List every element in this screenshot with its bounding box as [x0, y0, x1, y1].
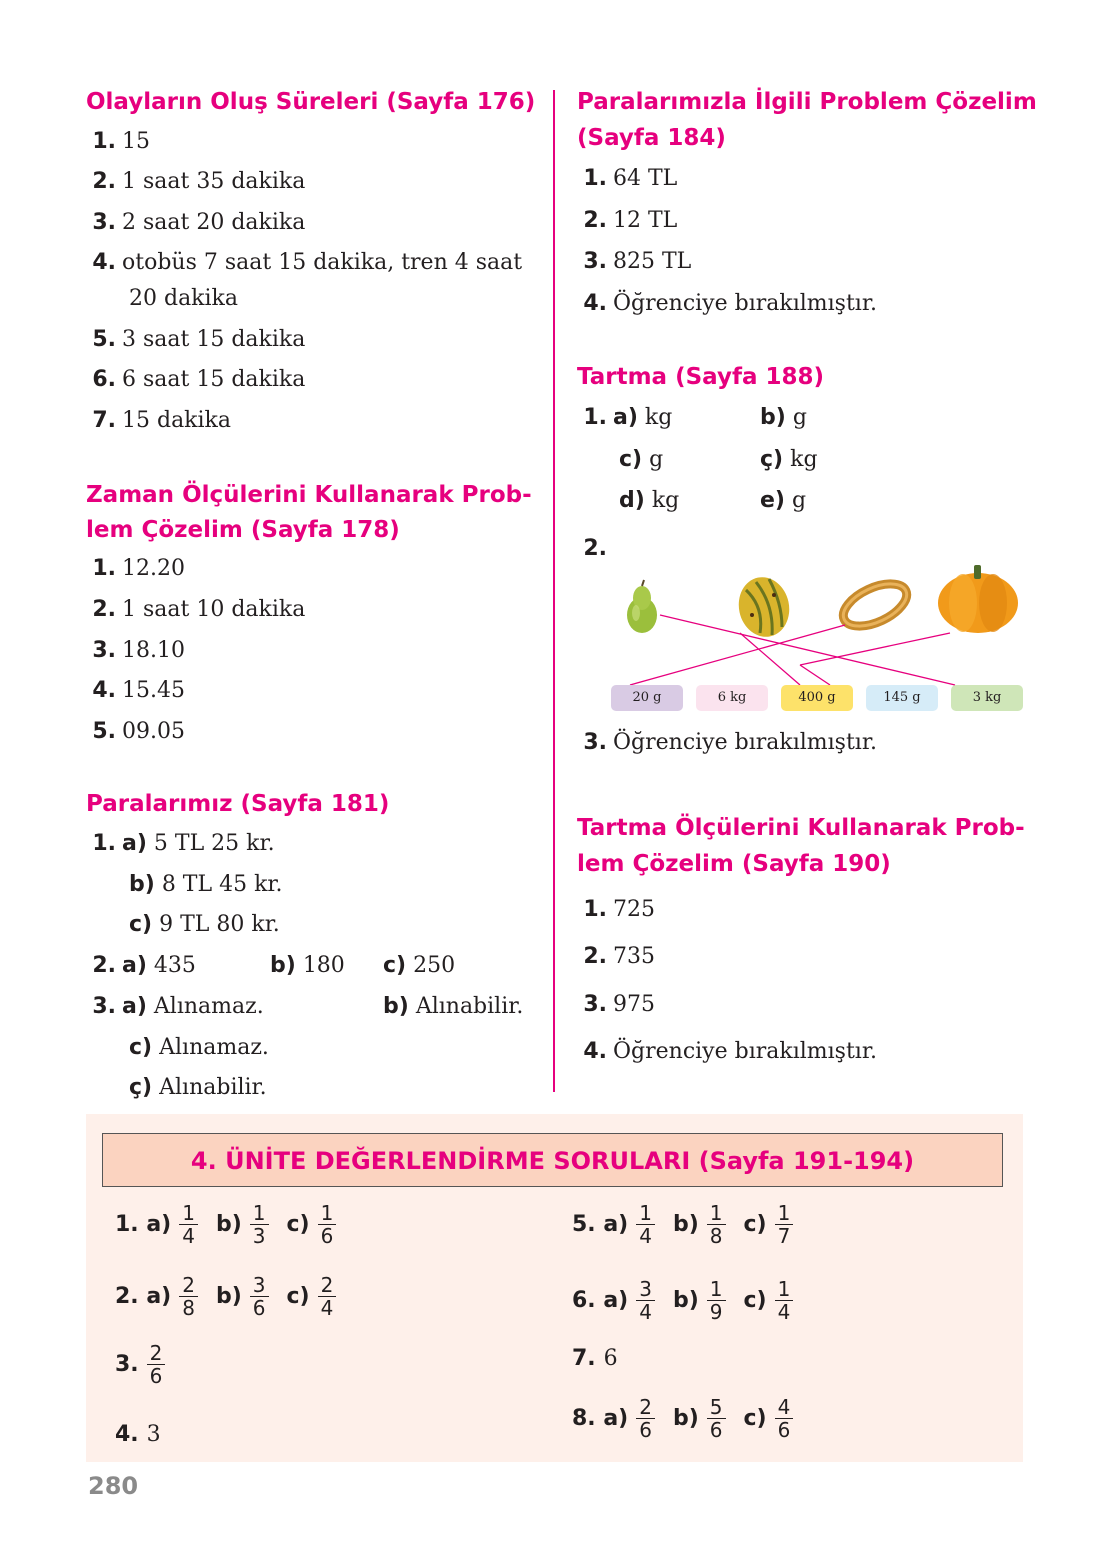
fraction: $\frac{1}{3}$: [250, 1202, 269, 1247]
list-item-b: b) g: [760, 405, 807, 430]
section-title-zaman-olculeri: Zaman Ölçülerini Kullanarak Prob-: [86, 482, 532, 508]
list-item: 4. 15.45: [92, 678, 185, 703]
matching-lines: [630, 615, 955, 685]
eval-question-8: 8. a) $\frac{2}{6}$ b) $\frac{5}{6}$ c) $\frac{4}{6}$: [572, 1388, 805, 1448]
weight-label-400g: 400 g: [781, 685, 853, 711]
section-title-zaman-olculeri-line2: lem Çözelim (Sayfa 178): [86, 517, 400, 543]
fraction: $\frac{1}{7}$: [775, 1202, 794, 1247]
fraction: $\frac{1}{6}$: [318, 1202, 337, 1247]
melon-image: [733, 572, 794, 641]
pumpkin-image: [938, 565, 1018, 633]
section-title-olaylarin-olus-sureleri: Olayların Oluş Süreleri (Sayfa 176): [86, 89, 536, 115]
list-item: d) kg: [619, 488, 680, 513]
list-item: ç) Alınabilir.: [129, 1075, 267, 1100]
list-item: b) 8 TL 45 kr.: [129, 872, 283, 897]
list-item: 2. 735: [583, 944, 655, 969]
column-divider: [553, 90, 555, 1092]
list-item: 6. 6 saat 15 dakika: [92, 367, 306, 392]
eval-question-5: 5. a) $\frac{1}{4}$ b) $\frac{1}{8}$ c) $\frac{1}{7}$: [572, 1194, 805, 1254]
list-item: c) 9 TL 80 kr.: [129, 912, 280, 937]
list-item: 2. 12 TL: [583, 208, 678, 233]
weight-label-145g: 145 g: [866, 685, 938, 711]
fraction: $\frac{1}{9}$: [707, 1278, 726, 1323]
fraction: $\frac{2}{6}$: [147, 1342, 166, 1387]
fraction: $\frac{2}{8}$: [179, 1274, 198, 1319]
list-item: 1. a) 5 TL 25 kr.: [92, 831, 275, 856]
list-item: 1. 12.20: [92, 556, 185, 581]
list-item: 7. 15 dakika: [92, 408, 232, 433]
list-item: 5. 09.05: [92, 719, 185, 744]
fraction: $\frac{3}{4}$: [636, 1278, 655, 1323]
list-item: 3. 975: [583, 992, 655, 1017]
weight-label-6kg: 6 kg: [696, 685, 768, 711]
list-item: c) g: [619, 447, 664, 472]
list-item: 1. 15: [92, 129, 150, 154]
list-item: 3. a) Alınamaz.: [92, 994, 264, 1019]
list-item: c) Alınamaz.: [129, 1035, 269, 1060]
fraction: $\frac{5}{6}$: [707, 1396, 726, 1441]
question-number: 2.: [583, 536, 607, 561]
section-title-tartma-olculeri-line2: lem Çözelim (Sayfa 190): [577, 851, 891, 877]
fraction: $\frac{4}{6}$: [775, 1396, 794, 1441]
eval-question-6: 6. a) $\frac{3}{4}$ b) $\frac{1}{9}$ c) $\frac{1}{4}$: [572, 1270, 805, 1330]
list-item: 4. otobüs 7 saat 15 dakika, tren 4 saat: [92, 250, 523, 275]
list-item: 3. 18.10: [92, 638, 185, 663]
list-item-b: b) Alınabilir.: [383, 994, 524, 1019]
pear-image: [627, 580, 657, 633]
list-item: 4. Öğrenciye bırakılmıştır.: [583, 291, 877, 316]
eval-question-4: 4. 3: [115, 1421, 161, 1447]
fraction: $\frac{2}{4}$: [318, 1274, 337, 1319]
section-title-tartma: Tartma (Sayfa 188): [577, 364, 825, 390]
list-item: 2. 1 saat 35 dakika: [92, 169, 306, 194]
weight-label-3kg: 3 kg: [951, 685, 1023, 711]
list-item: 4. Öğrenciye bırakılmıştır.: [583, 1039, 877, 1064]
list-item-b: b) 180: [270, 953, 345, 978]
list-item: 3. 825 TL: [583, 249, 692, 274]
section-title-paralarimizla: Paralarımızla İlgili Problem Çözelim: [577, 89, 1037, 115]
eval-question-1: 1. a) $\frac{1}{4}$ b) $\frac{1}{3}$ c) $\frac{1}{6}$: [115, 1194, 348, 1254]
fraction: $\frac{2}{6}$: [636, 1396, 655, 1441]
section-title-paralarimiz: Paralarımız (Sayfa 181): [86, 791, 390, 817]
page-number: 280: [88, 1472, 139, 1500]
list-item-c: c) 250: [383, 953, 456, 978]
list-item: 1. a) kg: [583, 405, 673, 430]
list-item: 5. 3 saat 15 dakika: [92, 327, 306, 352]
evaluation-title: 4. ÜNİTE DEĞERLENDİRME SORULARI (Sayfa 191-194): [102, 1133, 1003, 1187]
list-item: 2. 1 saat 10 dakika: [92, 597, 306, 622]
eval-question-3: 3. $\frac{2}{6}$: [115, 1334, 177, 1394]
eval-question-7: 7. 6: [572, 1345, 618, 1371]
weight-label-20g: 20 g: [611, 685, 683, 711]
fraction: $\frac{3}{6}$: [250, 1274, 269, 1319]
list-item-b: ç) kg: [760, 447, 818, 472]
list-item-b: e) g: [760, 488, 807, 513]
bracelet-image: [837, 575, 913, 635]
list-item: 1. 725: [583, 897, 655, 922]
fraction: $\frac{1}{4}$: [775, 1278, 794, 1323]
list-item-continuation: 20 dakika: [129, 286, 239, 311]
eval-question-2: 2. a) $\frac{2}{8}$ b) $\frac{3}{6}$ c) $\frac{2}{4}$: [115, 1266, 348, 1326]
fraction: $\frac{1}{8}$: [707, 1202, 726, 1247]
fraction: $\frac{1}{4}$: [636, 1202, 655, 1247]
section-title-paralarimizla-line2: (Sayfa 184): [577, 125, 726, 151]
list-item: 3. 2 saat 20 dakika: [92, 210, 306, 235]
section-title-tartma-olculeri: Tartma Ölçülerini Kullanarak Prob-: [577, 815, 1025, 841]
list-item: 2. a) 435: [92, 953, 196, 978]
list-item: 3. Öğrenciye bırakılmıştır.: [583, 730, 877, 755]
fraction: $\frac{1}{4}$: [179, 1202, 198, 1247]
list-item: 1. 64 TL: [583, 166, 678, 191]
